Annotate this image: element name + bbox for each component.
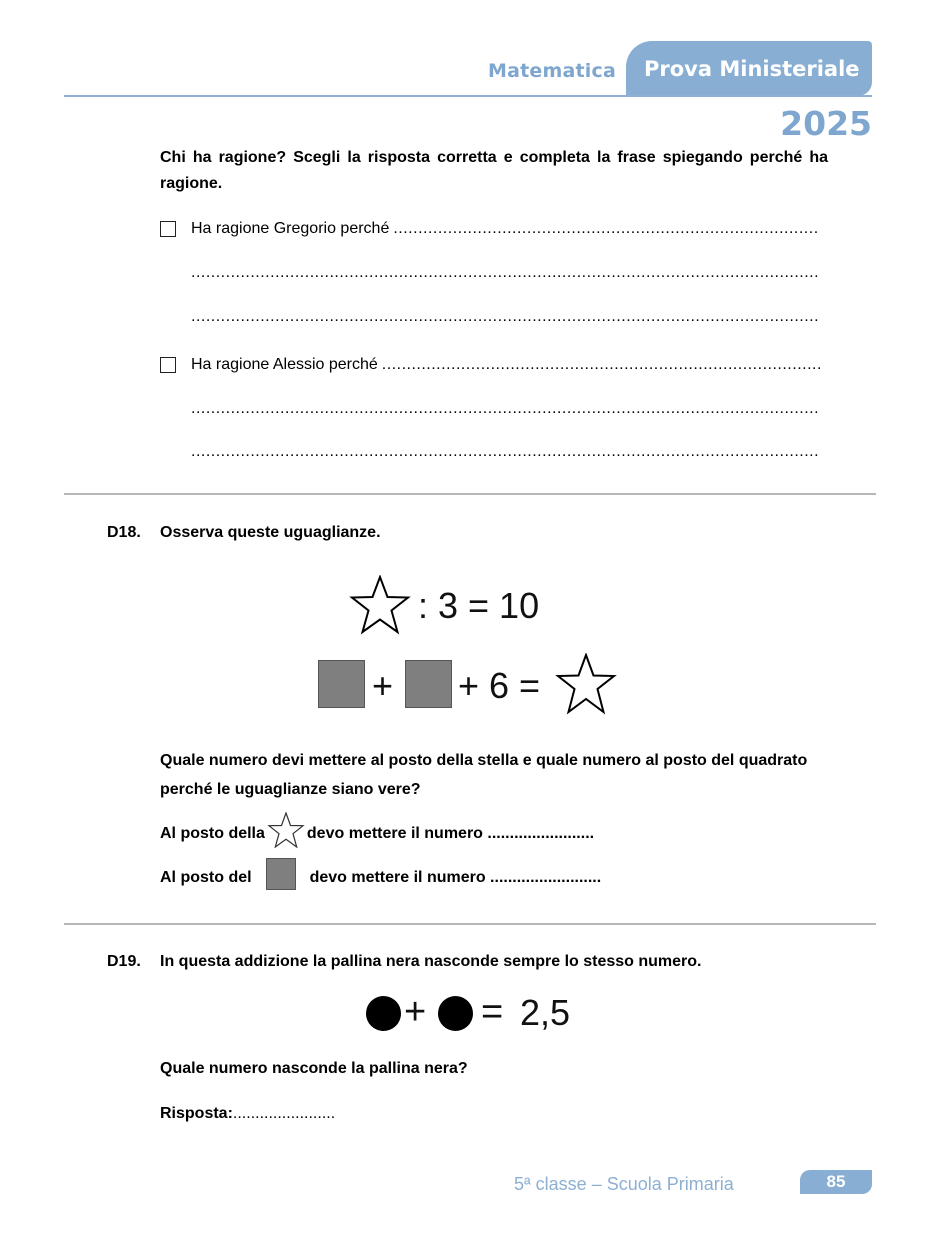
equation-plus: +	[404, 991, 427, 1033]
subject-label: Matematica	[488, 60, 616, 82]
gray-square-icon	[405, 660, 452, 708]
gray-square-icon	[266, 858, 296, 890]
answer-label: Risposta:	[160, 1105, 233, 1122]
black-ball-icon	[438, 996, 473, 1031]
page-number-badge	[800, 1170, 872, 1194]
page-number: 85	[826, 1172, 846, 1191]
star-icon	[555, 653, 617, 715]
question-d19: Quale numero nasconde la pallina nera?	[160, 1060, 468, 1077]
answer-dots[interactable]	[393, 220, 820, 238]
option-gregorio[interactable]	[160, 220, 820, 238]
black-ball-icon	[366, 996, 401, 1031]
answer-line[interactable]	[191, 400, 820, 418]
answer-star-row	[160, 820, 594, 848]
footer-class-text: 5ª classe – Scuola Primaria	[514, 1174, 734, 1194]
question-title-d19: In questa addizione la pallina nera nasconde sempre lo stesso numero.	[160, 953, 702, 970]
checkbox-alessio[interactable]	[160, 357, 176, 373]
question-number-d19: D19.	[107, 953, 141, 970]
equation-result: 2,5	[520, 992, 571, 1033]
answer-dots[interactable]: .......................	[232, 1105, 336, 1122]
question-title-d18: Osserva queste uguaglianze.	[160, 524, 381, 541]
answer-dots[interactable]	[382, 356, 820, 374]
gray-square-icon	[318, 660, 365, 708]
question-d18: Quale numero devi mettere al posto della stella e quale numero al posto del quadrato perché le uguaglianze siano vere?	[160, 752, 808, 798]
option-alessio[interactable]	[160, 356, 820, 374]
section-divider	[64, 493, 876, 495]
option-label: Ha ragione Alessio perché	[191, 356, 378, 373]
question-prompt: Chi ha ragione? Scegli la risposta corretta e completa la frase spiegando perché ha ragione.	[160, 149, 828, 192]
answer-star-suffix[interactable]: devo mettere il numero ........................	[306, 825, 595, 842]
section-divider	[64, 923, 876, 925]
checkbox-gregorio[interactable]	[160, 221, 176, 237]
header-tab	[626, 41, 872, 96]
answer-line[interactable]	[191, 308, 820, 326]
header-tab-title: Prova Ministeriale	[644, 57, 860, 81]
answer-square-suffix[interactable]: devo mettere il numero .........................	[309, 869, 602, 886]
answer-square-row	[160, 866, 601, 890]
equation2-plus: +	[372, 665, 394, 706]
header-year: 2025	[780, 104, 872, 143]
answer-star-prefix: Al posto della	[160, 825, 265, 842]
question-number-d18: D18.	[107, 524, 141, 541]
equation2-text: + 6 =	[458, 665, 541, 706]
answer-square-prefix: Al posto del	[160, 869, 252, 886]
equation-equals: =	[481, 991, 504, 1033]
option-label: Ha ragione Gregorio perché	[191, 220, 390, 237]
header-divider	[64, 95, 872, 97]
equation1-text: : 3 = 10	[418, 585, 540, 626]
star-icon	[349, 575, 411, 635]
answer-d19-row	[160, 1105, 335, 1123]
answer-line[interactable]	[191, 264, 820, 282]
star-icon	[267, 812, 305, 848]
answer-line[interactable]	[191, 443, 820, 461]
